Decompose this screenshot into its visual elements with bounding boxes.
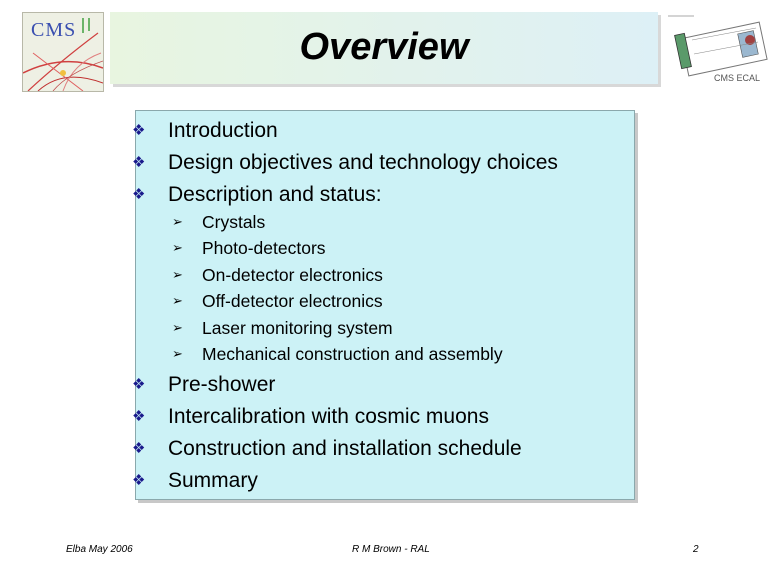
slide-title: Overview xyxy=(299,26,469,68)
list-item-label: Intercalibration with cosmic muons xyxy=(168,405,489,428)
list-item-label: Description and status: xyxy=(168,183,382,206)
arrow-bullet-icon: ➢ xyxy=(172,319,183,335)
list-item-label: Summary xyxy=(168,469,258,492)
footer-author: R M Brown - RAL xyxy=(352,544,430,555)
arrow-bullet-icon: ➢ xyxy=(172,240,183,256)
sub-list-item-label: Laser monitoring system xyxy=(202,317,393,338)
sub-list-item-label: Off-detector electronics xyxy=(202,291,383,312)
title-bar xyxy=(110,12,658,84)
diamond-bullet-icon: ❖ xyxy=(132,440,146,457)
sub-list-item-label: Photo-detectors xyxy=(202,238,326,259)
diamond-bullet-icon: ❖ xyxy=(132,472,146,489)
sub-list-item-label: Mechanical construction and assembly xyxy=(202,343,503,364)
arrow-bullet-icon: ➢ xyxy=(172,345,183,361)
diamond-bullet-icon: ❖ xyxy=(132,408,146,425)
cms-logo xyxy=(22,12,104,92)
footer-event: Elba May 2006 xyxy=(66,544,133,555)
arrow-bullet-icon: ➢ xyxy=(172,214,183,229)
diamond-bullet-icon: ❖ xyxy=(132,186,146,203)
list-item-label: Introduction xyxy=(168,119,278,142)
diamond-bullet-icon: ❖ xyxy=(132,154,146,171)
ecal-label: CMS ECAL xyxy=(713,73,760,83)
sub-list-item-label: Crystals xyxy=(202,212,266,232)
list-item-label: Construction and installation schedule xyxy=(168,437,522,460)
particle-tracks-icon xyxy=(23,13,103,91)
sub-list-item-label: On-detector electronics xyxy=(202,264,383,285)
list-item-label: Pre-shower xyxy=(168,373,276,396)
diamond-bullet-icon: ❖ xyxy=(132,376,146,393)
page-number: 2 xyxy=(693,544,699,555)
arrow-bullet-icon: ➢ xyxy=(172,266,183,282)
arrow-bullet-icon: ➢ xyxy=(172,293,183,309)
cms-logo-text: CMS xyxy=(31,19,77,41)
ecal-logo xyxy=(664,10,774,85)
list-item-label: Design objectives and technology choices xyxy=(168,151,558,174)
diamond-bullet-icon: ❖ xyxy=(132,122,146,139)
